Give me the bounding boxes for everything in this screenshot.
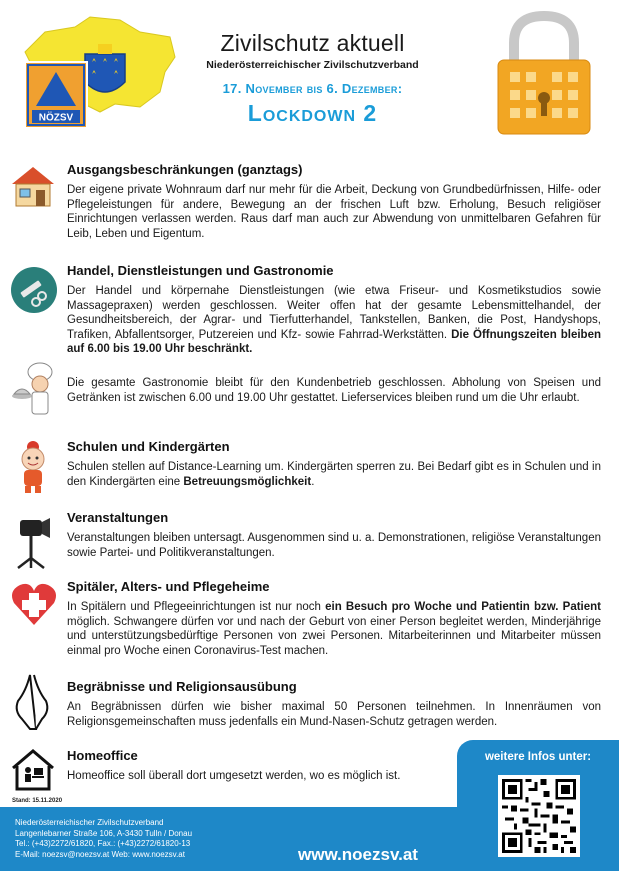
section-title: Ausgangsbeschränkungen (ganztags) [67,162,303,177]
website-link[interactable]: www.noezsv.at [298,845,418,864]
section-title: Begräbnisse und Religionsausübung [67,679,297,694]
home-desk-icon [10,748,60,798]
child-icon [10,439,60,495]
text-part: möglich. Schwangere dürfen vor und nach der Geburt von einer Person begleitet werden, Minderjährige und unterstützungsbedürftige Personen von zwei Personen. Mitarbeiterinnen und Mitarbeiter müssen einmal pro Woche einen Coronavirus-Test machen. [67,615,601,657]
info-box [457,740,619,871]
section-text: Veranstaltungen bleiben untersagt. Ausgenommen sind u. a. Demonstrationen, religiöse Veranstaltungen sowie Partei- und Politikveranstaltungen. [67,532,601,559]
padlock-icon [494,8,594,138]
section-body [67,162,601,241]
section-body [67,748,447,784]
page-title: Zivilschutz aktuell [220,30,405,56]
headline: Lockdown 2 [247,100,378,126]
spotlight-icon [10,514,60,570]
section-title: Handel, Dienstleistungen und Gastronomie [67,263,334,278]
house-icon [10,164,60,214]
text-part: In Spitälern und Pflegeeinrichtungen ist nur noch [67,601,326,613]
footer-street: Langenlebarner Straße 106, A-3430 Tulln / Donau [15,828,193,838]
section-body [67,263,601,357]
section-text: Homeoffice soll überall dort umgesetzt werden, wo es möglich ist. [67,770,401,782]
section-text [67,460,601,489]
chef-icon [10,360,60,420]
section-text: An Begräbnissen dürfen wie bisher maximal 50 Personen teilnehmen. In Innenräumen von Religionsgemeinschaften muss jedenfalls ein Mund-Nasen-Schutz getragen werden. [67,701,601,728]
section-title: Spitäler, Alters- und Pflegeheime [67,579,270,594]
section-body [67,376,601,405]
footer-contact: E-Mail: noezsv@noezsv.at Web: www.noezsv.at [15,849,185,859]
section-text [67,600,601,658]
section-title: Homeoffice [67,748,138,763]
section-title: Schulen und Kindergärten [67,439,230,454]
text-bold: Betreuungsmöglichkeit [183,475,312,488]
praying-hands-icon [10,671,60,731]
section-text: Der eigene private Wohnraum darf nur mehr für die Arbeit, Deckung von Grundbedürfnissen, Hilfe- oder Pflegeleistungen für andere, Bewegung an der frischen Luft bzw. Erholung, Besuch religiöser Einrichtungen verlassen werden. Raus darf man auch zur Abwendung von unmittelbaren Gefahren für Leib, Leben und Eigentum. [67,184,601,240]
section-text [67,284,601,357]
text-bold: Die Öffnungszeiten bleiben auf 6.00 bis 19.00 Uhr beschränkt. [67,328,601,356]
organization-name: Niederösterreichischer Zivilschutzverband [206,59,419,71]
text-part: . [311,475,315,488]
qr-code[interactable] [498,775,580,857]
scissors-comb-icon [10,266,60,316]
noezsv-logo [20,12,180,132]
stand-date: Stand: 15.11.2020 [12,798,63,804]
section-title: Veranstaltungen [67,510,169,525]
section-body [67,579,601,658]
section-body [67,510,601,560]
logo-text: NÖZSV [38,112,74,124]
date-range: 17. November bis 6. Dezember: [222,81,403,96]
footer-phone: Tel.: (+43)2272/61820, Fax.: (+43)2272/61820-13 [15,839,191,848]
header [0,0,619,150]
section-body [67,679,601,729]
heart-cross-icon [10,581,60,631]
section-body [67,439,601,489]
info-label: weitere Infos unter: [484,751,592,763]
footer-address [15,818,192,860]
text-part: Der Handel und körpernahe Dienstleistungen (wie etwa Friseur- und Kosmetikstudios sowie Massagepraxen) werden geschlossen. Weiter offen hat der gesamte Lebensmittelhandel, der Gesundheitsbereich, der Agrar- und Tierfutterhandel, Tankstellen, Banken, die Post, Handyshops, Trafiken, Abfallentsorger, Putzereien und Kfz- sowie Fahrrad-Werkstätten. [67,285,601,341]
section-text: Die gesamte Gastronomie bleibt für den Kundenbetrieb geschlossen. Abholung von Speisen und Getränken ist zwischen 6.00 und 19.00 Uhr gestattet. Lieferservices bleiben rund um die Uhr erlaubt. [67,377,601,404]
text-part: Schulen stellen auf Distance-Learning um. Kindergärten sperren zu. Bei Bedarf gibt es in Schulen und in den Kindergärten eine [67,461,601,488]
text-bold: ein Besuch pro Woche und Patientin bzw. Patient [325,601,601,613]
footer-org: Niederösterreichischer Zivilschutzverband [15,818,164,827]
title-block [180,30,445,127]
